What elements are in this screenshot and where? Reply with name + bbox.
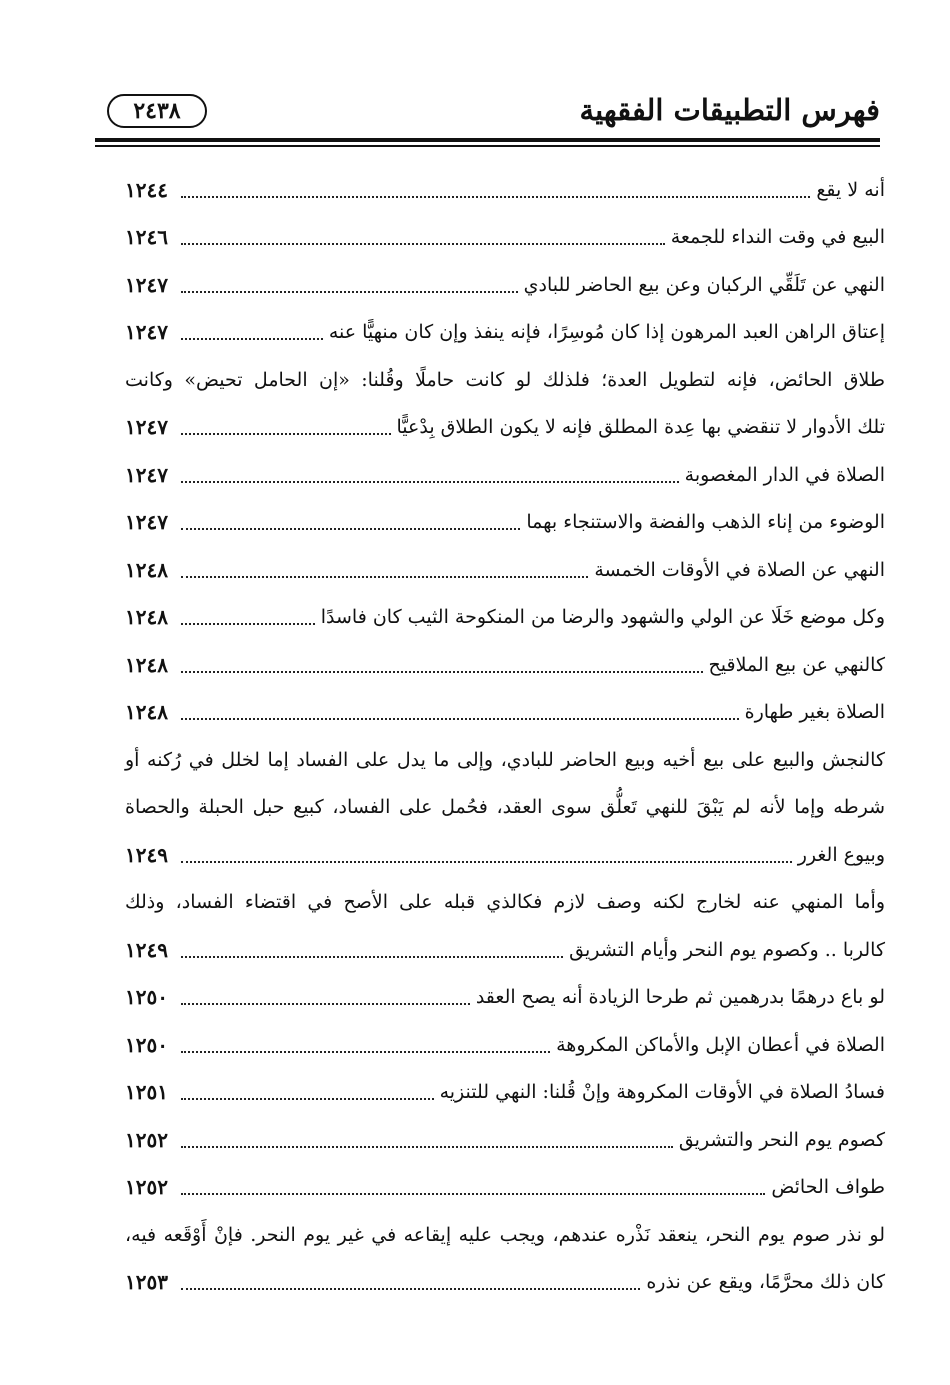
header-rule-thin — [95, 145, 880, 147]
index-entry — [125, 546, 885, 594]
index-entry — [125, 356, 885, 404]
entry-page-number: ١٢٥٢ — [125, 1175, 168, 1200]
dot-leader — [181, 1185, 765, 1195]
entry-text: شرطه وإما لأنه لم يَبْقَ للنهي تَعلُّق سوى العقد، فحُمل على الفساد، كبيع حبل الحبلة والحصاة — [125, 796, 885, 819]
entry-text: الوضوء من إناء الذهب والفضة والاستنجاء بهما — [526, 511, 885, 534]
entry-text: الصلاة في الدار المغصوبة — [684, 463, 885, 486]
index-entry — [125, 831, 885, 879]
dot-leader — [181, 1280, 640, 1290]
entry-page-number: ١٢٤٧ — [125, 510, 168, 535]
dot-leader — [181, 188, 810, 198]
index-entry — [125, 1021, 885, 1069]
index-entry — [125, 261, 885, 309]
entry-page-number: ١٢٥٢ — [125, 1127, 168, 1152]
entry-page-number: ١٢٤٤ — [125, 177, 168, 202]
index-entry — [125, 689, 885, 737]
entry-text: وأما المنهي عنه لخارج لكنه وصف لازم فكالذي قبله على الأصح في اقتضاء الفساد، وذلك — [125, 891, 885, 914]
entry-text: البيع في وقت النداء للجمعة — [670, 226, 885, 249]
entry-text: النهي عن الصلاة في الأوقات الخمسة — [594, 558, 885, 581]
index-entry — [125, 974, 885, 1022]
entry-page-number: ١٢٤٨ — [125, 700, 168, 725]
entry-page-number: ١٢٤٦ — [125, 225, 168, 250]
entry-text: كان ذلك محرَّمًا، ويقع عن نذره — [646, 1271, 885, 1294]
entry-text: كالربا .. وكصوم يوم النحر وأيام التشريق — [569, 938, 885, 961]
page-header — [95, 88, 880, 140]
entry-text: كصوم يوم النحر والتشريق — [678, 1128, 885, 1151]
entry-page-number: ١٢٤٨ — [125, 605, 168, 630]
dot-leader — [181, 615, 315, 625]
index-entry — [125, 641, 885, 689]
dot-leader — [181, 473, 679, 483]
dot-leader — [181, 330, 323, 340]
index-entry — [125, 214, 885, 262]
index-entry — [125, 166, 885, 214]
entry-page-number: ١٢٤٧ — [125, 415, 168, 440]
entry-page-number: ١٢٤٩ — [125, 937, 168, 962]
index-entry — [125, 926, 885, 974]
index-entries — [125, 166, 885, 1306]
dot-leader — [181, 995, 470, 1005]
entry-text: النهي عن تَلَقِّي الركبان وعن بيع الحاضر للبادي — [523, 273, 885, 296]
page-title: فهرس التطبيقات الفقهية — [579, 93, 880, 127]
index-entry — [125, 309, 885, 357]
header-rule-thick — [95, 138, 880, 142]
entry-text: لو باع درهمًا بدرهمين ثم طرحا الزيادة أنه يصح العقد — [475, 986, 885, 1009]
entry-page-number: ١٢٤٧ — [125, 272, 168, 297]
dot-leader — [181, 568, 588, 578]
entry-page-number: ١٢٤٧ — [125, 462, 168, 487]
entry-text: لو نذر صوم يوم النحر، ينعقد نَذْره عندهم، ويجب عليه إيقاعه في غير يوم النحر. فإنْ أَوْقَعه فيه، — [125, 1223, 885, 1246]
index-entry — [125, 736, 885, 784]
entry-page-number: ١٢٤٨ — [125, 652, 168, 677]
entry-page-number: ١٢٤٨ — [125, 557, 168, 582]
dot-leader — [181, 948, 563, 958]
entry-text: وبيوع الغرر — [797, 843, 885, 866]
index-entry — [125, 1211, 885, 1259]
index-entry — [125, 784, 885, 832]
entry-text: وكل موضع خَلَا عن الولي والشهود والرضا من المنكوحة الثيب كان فاسدًا — [320, 606, 885, 629]
entry-text: فسادُ الصلاة في الأوقات المكروهة وإنْ قُلنا: النهي للتنزيه — [439, 1081, 885, 1104]
entry-page-number: ١٢٥١ — [125, 1080, 168, 1105]
dot-leader — [181, 520, 520, 530]
dot-leader — [181, 1090, 434, 1100]
entry-page-number: ١٢٥٠ — [125, 985, 168, 1010]
dot-leader — [181, 663, 703, 673]
index-entry — [125, 1164, 885, 1212]
dot-leader — [181, 283, 518, 293]
entry-text: إعتاق الراهن العبد المرهون إذا كان مُوسِرًا، فإنه ينفذ وإن كان منهيًّا عنه — [328, 321, 885, 344]
entry-text: الصلاة بغير طهارة — [744, 701, 885, 724]
dot-leader — [181, 1043, 550, 1053]
entry-page-number: ١٢٥٣ — [125, 1270, 168, 1295]
entry-text: أنه لا يقع — [816, 178, 885, 201]
dot-leader — [181, 235, 665, 245]
dot-leader — [181, 853, 792, 863]
entry-page-number: ١٢٤٩ — [125, 842, 168, 867]
entry-text: كالنهي عن بيع الملاقيح — [708, 653, 885, 676]
entry-page-number: ١٢٤٧ — [125, 320, 168, 345]
index-entry — [125, 404, 885, 452]
index-entry — [125, 451, 885, 499]
entry-text: طواف الحائض — [771, 1176, 885, 1199]
index-entry — [125, 594, 885, 642]
dot-leader — [181, 425, 391, 435]
index-entry — [125, 1259, 885, 1307]
entry-text: طلاق الحائض، فإنه لتطويل العدة؛ فلذلك لو كانت حاملًا وقُلنا: «إن الحامل تحيض» وكانت — [125, 368, 885, 391]
entry-page-number: ١٢٥٠ — [125, 1032, 168, 1057]
index-entry — [125, 499, 885, 547]
index-entry — [125, 1069, 885, 1117]
dot-leader — [181, 1138, 673, 1148]
dot-leader — [181, 710, 739, 720]
entry-text: كالنجش والبيع على بيع أخيه وبيع الحاضر للبادي، وإلى ما يدل على الفساد إما لخلل في رُكنه أو — [125, 748, 885, 771]
entry-text: تلك الأدوار لا تنقضي بها عِدة المطلق فإنه لا يكون الطلاق بِدْعيًّا — [396, 416, 885, 439]
page-number: ٢٤٣٨ — [107, 94, 207, 128]
index-entry — [125, 879, 885, 927]
index-entry — [125, 1116, 885, 1164]
entry-text: الصلاة في أعطان الإبل والأماكن المكروهة — [556, 1033, 885, 1056]
